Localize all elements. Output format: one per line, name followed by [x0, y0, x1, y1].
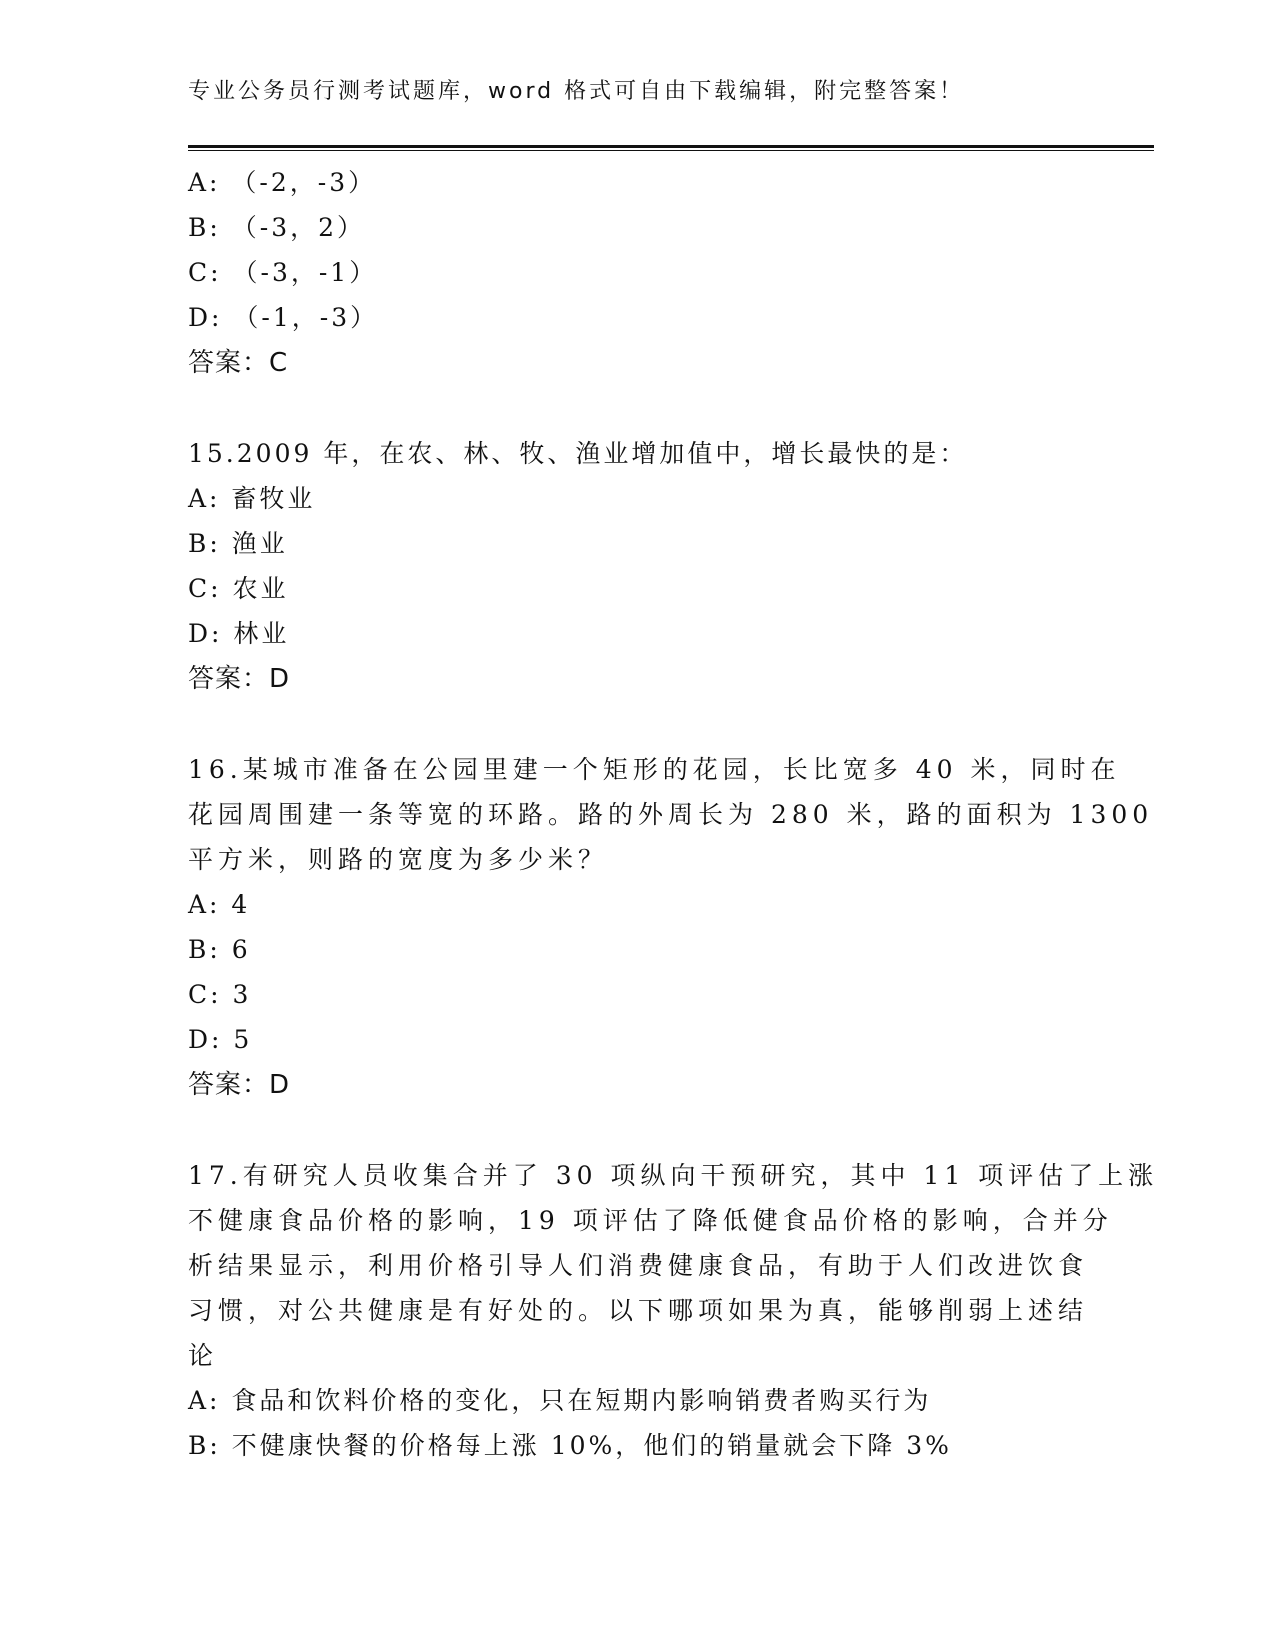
question-text-line: 17.有研究人员收集合并了 30 项纵向干预研究，其中 11 项评估了上涨 — [188, 1161, 1159, 1190]
option-b: B: 渔业 — [188, 529, 288, 558]
option-b: B: （-3，2） — [188, 213, 366, 242]
option-c: C: 农业 — [188, 574, 289, 603]
option-a: A: 畜牧业 — [188, 484, 316, 513]
question-16 — [188, 747, 1154, 1108]
question-content — [188, 160, 1159, 1468]
option-c: C: 3 — [188, 980, 252, 1009]
question-15 — [188, 431, 1088, 702]
answer: 答案：D — [188, 1070, 291, 1100]
question-text-line: 花园周围建一条等宽的环路。路的外周长为 280 米，路的面积为 1300 — [188, 800, 1154, 829]
option-b: B: 6 — [188, 935, 251, 964]
question-text-line: 平方米，则路的宽度为多少米？ — [188, 845, 609, 874]
option-d: D: 5 — [188, 1025, 253, 1054]
header-rule-thin — [188, 150, 1154, 151]
question-text-line: 习惯，对公共健康是有好处的。以下哪项如果为真，能够削弱上述结 — [188, 1296, 1089, 1325]
option-a: A: 4 — [188, 890, 251, 919]
option-a: A: （-2，-3） — [188, 168, 377, 197]
question-text-line: 16.某城市准备在公园里建一个矩形的花园，长比宽多 40 米，同时在 — [188, 755, 1121, 784]
option-c: C: （-3，-1） — [188, 258, 378, 287]
question-text: 15.2009 年，在农、林、牧、渔业增加值中，增长最快的是： — [188, 439, 968, 468]
page-header: 专业公务员行测考试题库，word 格式可自由下载编辑，附完整答案！ — [188, 79, 965, 104]
header-rule-thick — [188, 145, 1154, 148]
answer: 答案：C — [188, 348, 289, 378]
question-14 — [188, 160, 1088, 386]
option-d: D: 林业 — [188, 619, 290, 648]
answer: 答案：D — [188, 664, 291, 694]
question-text-line: 论 — [188, 1341, 219, 1370]
question-text-line: 不健康食品价格的影响，19 项评估了降低健食品价格的影响，合并分 — [188, 1206, 1113, 1235]
question-text-line: 析结果显示，利用价格引导人们消费健康食品，有助于人们改进饮食 — [188, 1251, 1089, 1280]
option-d: D: （-1，-3） — [188, 303, 379, 332]
option-b: B: 不健康快餐的价格每上涨 10%，他们的销量就会下降 3% — [188, 1431, 952, 1460]
option-a: A: 食品和饮料价格的变化，只在短期内影响销费者购买行为 — [188, 1386, 932, 1415]
question-17 — [188, 1153, 1159, 1468]
